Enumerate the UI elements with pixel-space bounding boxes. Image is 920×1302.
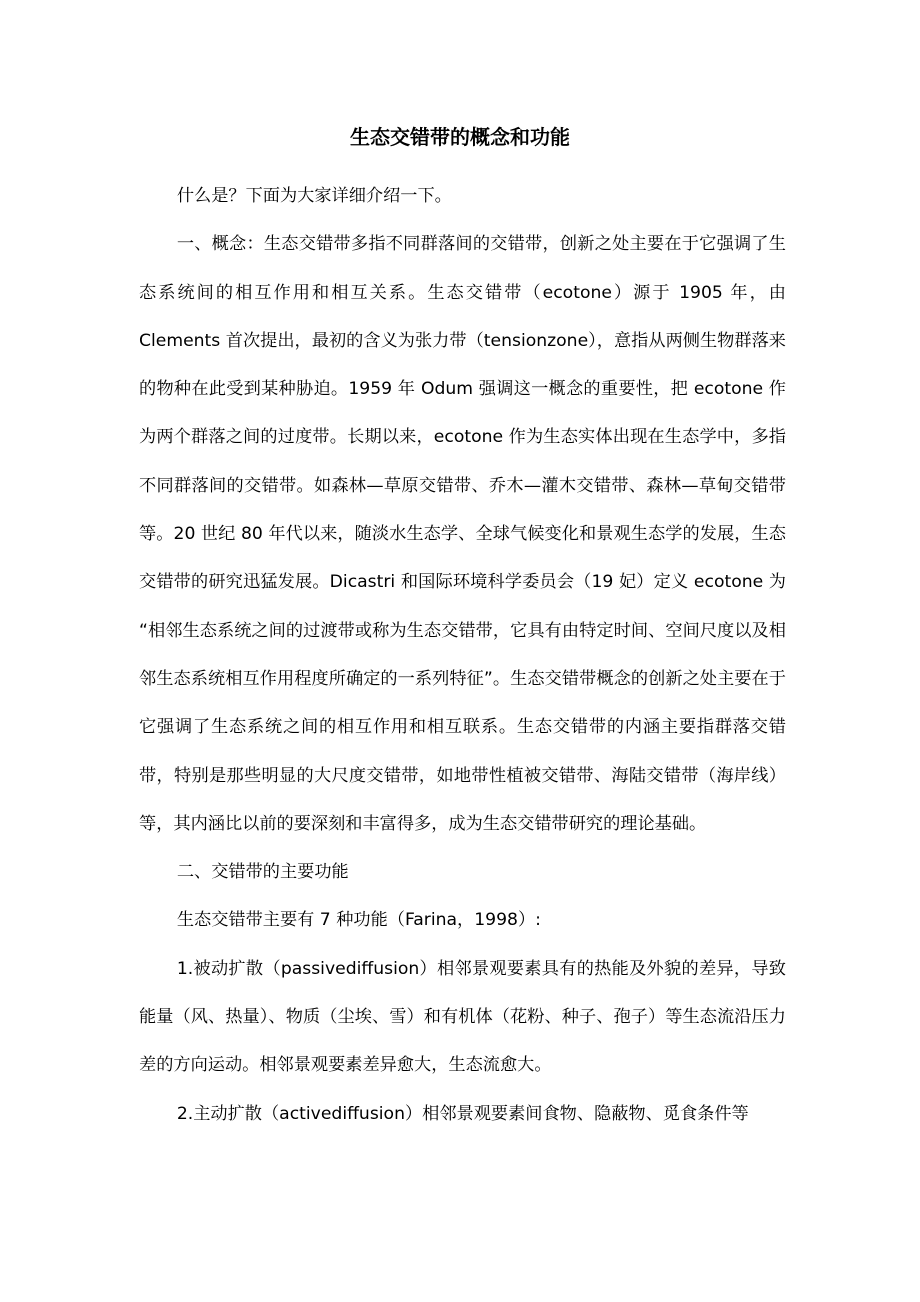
concept-paragraph: 一、概念：生态交错带多指不同群落间的交错带，创新之处主要在于它强调了生态系统间的相互作用和相互关系。生态交错带（ecotone）源于 1905 年，由 Clements 首次提出，最初的含义为张力带（tensionzone），意指从两侧生物群落来的物种在此受到某种胁迫。1959 年 Odum 强调这一概念的重要性，把 ecotone 作为两个群落之间的过度带。长期以来，ecotone 作为生态实体出现在生态学中，多指不同群落间的交错带。如森林—草原交错带、乔木—灌木交错带、森林—草甸交错带等。20 世纪 80 年代以来，随淡水生态学、全球气候变化和景观生态学的发展，生态交错带的研究迅猛发展。Dicastri 和国际环境科学委员会（19 妃）定义 ecotone 为 “相邻生态系统之间的过渡带或称为生态交错带，它具有由特定时间、空间尺度以及相邻生态系统相互作用程度所确定的一系列特征”。生态交错带概念的创新之处主要在于它强调了生态系统之间的相互作用和相互联系。生态交错带的内涵主要指群落交错带，特别是那些明显的大尺度交错带，如地带性植被交错带、海陆交错带（海岸线）等，其内涵比以前的要深刻和丰富得多，成为生态交错带研究的理论基础。 (139, 234, 786, 834)
function-1-paragraph: 1.被动扩散（passivediffusion）相邻景观要素具有的热能及外貌的差异，导致能量（风、热量）、物质（尘埃、雪）和有机体（花粉、种子、孢子）等生态流沿压力差的方向运动。相邻景观要素差异愈大，生态流愈大。 (139, 958, 786, 1076)
functions-intro-paragraph: 生态交错带主要有 7 种功能（Farina，1998）: (176, 910, 541, 931)
intro-paragraph: 什么是？下面为大家详细介绍一下。 (176, 186, 452, 206)
document-body (139, 172, 786, 1138)
document-title: 生态交错带的概念和功能 (350, 125, 570, 149)
function-2-paragraph: 2.主动扩散（activediffusion）相邻景观要素间食物、隐蔽物、觅食条件等 (176, 1103, 749, 1124)
functions-heading: 二、交错带的主要功能 (176, 862, 349, 883)
